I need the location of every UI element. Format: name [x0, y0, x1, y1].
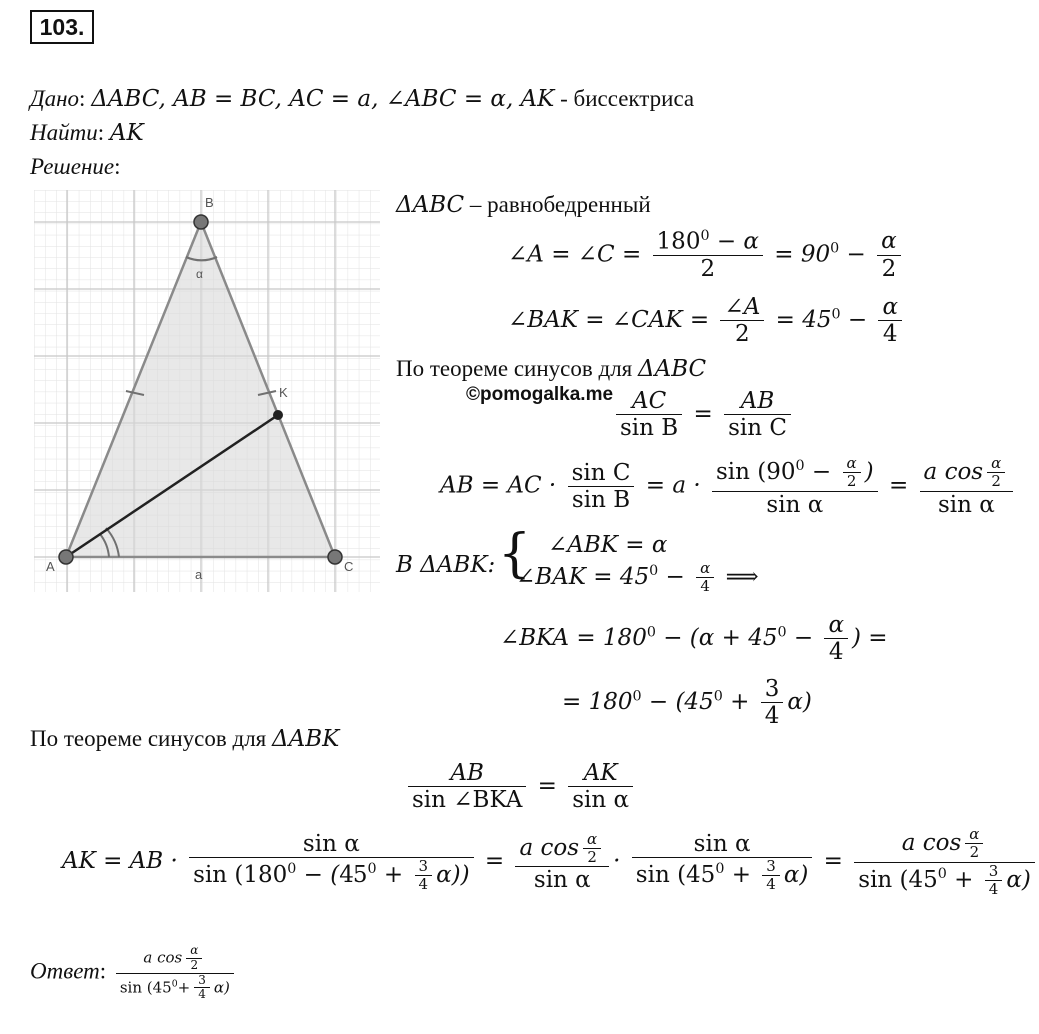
- given-line: Дано: ΔABC, AB = BC, AC = a, ∠ABC = α, AK - биссектриса: [30, 86, 695, 112]
- den2: 2: [700, 256, 716, 283]
- bka-a: α: [824, 612, 848, 639]
- sinc-den: sin C: [728, 415, 787, 442]
- ab-eq: AB = AC ·: [440, 472, 557, 499]
- in-abk-label: В ΔABK:: [396, 552, 496, 578]
- ans-3: 3: [194, 974, 210, 989]
- alpha-num-b: α: [878, 294, 902, 321]
- n180: 180: [656, 228, 701, 255]
- a-dot: = a ·: [645, 472, 701, 499]
- bak-formula: ∠BAK = ∠CAK = $\frac{\angle A}{2}$ = $45^0$ − $\frac{\alpha}{4}$: [508, 294, 906, 348]
- num-tail: − α: [709, 228, 759, 255]
- point-a: [59, 550, 73, 564]
- sine-theorem-abc: [396, 356, 706, 382]
- solution-label: Решение: [30, 154, 115, 179]
- ak-4c: 4: [988, 879, 999, 898]
- bka2-4: 4: [764, 703, 780, 730]
- abk-sina: sin α: [572, 787, 630, 814]
- sinc-n: sin C: [568, 460, 635, 487]
- two-den-b: 2: [735, 321, 750, 348]
- angle-a-lhs: ∠A = ∠C =: [508, 241, 642, 268]
- label-alpha: α: [196, 267, 203, 281]
- acos-d: 2: [991, 472, 1001, 491]
- sinb-den: sin B: [620, 415, 679, 442]
- ak-sin45b: sin (45: [858, 866, 938, 893]
- ak-acos-d: 2: [587, 847, 597, 866]
- eq90: = 90: [774, 241, 831, 268]
- bka2-lhs: = 180: [562, 688, 633, 715]
- sine-theorem-text-2: По теореме синусов для: [30, 726, 272, 751]
- ans-sin45: sin (45: [119, 977, 172, 996]
- given-label: Дано: [30, 86, 80, 111]
- acos-n: α: [987, 455, 1005, 473]
- ab-formula: AB = AC · $\frac{\text{sin C}}{\text{sin B}}$ = a · $\sin (90^0$ − $\frac{\alpha}{2}$ ) sin α = a cos $\frac{\alpha}{2}$ sin α: [440, 455, 1017, 518]
- problem-number: 103.: [30, 10, 94, 44]
- minus: −: [839, 241, 866, 268]
- tri-abc: ΔABC: [396, 192, 465, 218]
- ak-sin45: sin (45: [635, 861, 716, 888]
- ak-4a: 4: [339, 861, 354, 888]
- answer-line: Ответ: a cos $\frac{\alpha}{2}$ $\sin (45^0+$ $\frac{3}{4}$ α): [30, 944, 238, 1002]
- label-k: K: [279, 385, 288, 400]
- ans-2: 2: [190, 957, 199, 972]
- given-tail: - биссектриса: [554, 86, 695, 111]
- sine-theorem-abk: [30, 726, 339, 752]
- ak-acos2-d: 2: [969, 843, 980, 862]
- point-c: [328, 550, 342, 564]
- bak-lhs: ∠BAK = ∠CAK =: [508, 306, 710, 333]
- ak-sina: sin α: [533, 867, 591, 894]
- bka-mid: − (α + 45: [655, 624, 778, 651]
- ak-eq1: =: [484, 848, 505, 874]
- ak-acos2: a cos: [901, 829, 962, 856]
- ak-3b: 3: [762, 858, 780, 876]
- abk-angle: ∠ABK = α: [548, 532, 668, 558]
- ak-4: 4: [418, 875, 429, 894]
- eq-b: =: [888, 472, 909, 499]
- ak-n2: sin α: [632, 831, 813, 858]
- ak-acos-n: α: [583, 831, 601, 849]
- watermark: ©pomogalka.me: [466, 384, 614, 405]
- two-den: 2: [881, 255, 897, 282]
- label-b: B: [205, 195, 214, 210]
- answer-label: Ответ: [30, 958, 100, 984]
- sine-ratio-abk: [404, 760, 637, 814]
- eq-sign: =: [693, 400, 713, 427]
- bka-formula-2: = $180^0 - (45^0$ + $\frac{3}{4}$ α): [562, 676, 812, 730]
- bka2-mid: − (45: [641, 688, 714, 715]
- a-n: α: [843, 455, 861, 473]
- solution-line: Решение:: [30, 154, 121, 179]
- abk-ak: AK: [568, 760, 633, 787]
- sinb-d: sin B: [571, 486, 631, 513]
- ak-acos: a cos: [519, 834, 580, 861]
- eq45: = 45: [775, 306, 832, 333]
- find-line: Найти: AK: [30, 120, 144, 146]
- implies: ⟹: [725, 563, 759, 590]
- alpha-num: α: [877, 228, 901, 255]
- find-value: AK: [109, 120, 144, 146]
- bak-a: α: [696, 560, 714, 578]
- ak-sin180: sin (180: [193, 861, 288, 888]
- ak-lhs: AK = AB ·: [62, 848, 178, 874]
- ac-num: AC: [616, 388, 682, 415]
- bka-4: 4: [828, 639, 844, 666]
- triangle-figure: [34, 190, 380, 592]
- bak-line: ∠BAK = 45: [516, 563, 650, 590]
- sine-ratio-abc: [612, 388, 795, 442]
- acos: a cos: [923, 458, 984, 485]
- sin-alpha-d: sin α: [766, 491, 824, 518]
- bka2-close: α): [787, 688, 812, 715]
- ak-n1: sin α: [189, 831, 473, 858]
- sin-alpha-d2: sin α: [937, 491, 995, 518]
- bka2-plus: +: [722, 688, 750, 715]
- a-d: 2: [846, 472, 857, 491]
- abk-sinbka: sin ∠BKA: [412, 787, 523, 814]
- ak-4b: 4: [766, 875, 776, 894]
- isosceles-text: – равнобедренный: [464, 192, 651, 217]
- ans-acos: a cos: [143, 948, 183, 967]
- label-a: A: [46, 559, 55, 574]
- given-statement: ΔABC, AB = BC, AC = a, ∠ABC = α, AK: [91, 86, 555, 112]
- sine-theorem-text: По теореме синусов для: [396, 356, 638, 381]
- point-k: [273, 410, 283, 420]
- label-side-a: a: [195, 567, 203, 582]
- bka-lhs: ∠BKA = 180: [500, 624, 647, 651]
- sine-theorem-tri: ΔABC: [638, 356, 707, 382]
- sine-theorem-tri-2: ΔABK: [272, 726, 340, 752]
- label-c: C: [344, 559, 354, 574]
- ans-4: 4: [198, 987, 206, 1002]
- ak-3: 3: [415, 858, 433, 876]
- bka2-3: 3: [761, 676, 784, 703]
- isosceles-line: [396, 192, 651, 218]
- bak-angle: ∠BAK = $45^0$ − $\frac{\alpha}{4}$ ⟹: [516, 559, 759, 596]
- bka-close: ) =: [852, 624, 888, 651]
- ak-formula: AK = AB · sin α $\sin (180^0 - (45^0$ + $\frac{3}{4}$ α)) = a cos $\frac{\alpha}{2}$ sin α · sin α $\sin (45^0$ + $\frac{3}{4}$ α) = a cos $\frac{\alpha}{2}$ $\sin (45^0$ + $\frac{3}{4}$ α): [62, 826, 1039, 898]
- find-label: Найти: [30, 120, 98, 145]
- ak-3c: 3: [985, 863, 1003, 881]
- point-b: [194, 215, 208, 229]
- ab-num: AB: [724, 388, 791, 415]
- four-den: 4: [882, 321, 898, 348]
- in-abk: [396, 552, 495, 578]
- abk-ab: AB: [408, 760, 526, 787]
- angle-a-num: ∠A: [720, 294, 764, 321]
- ak-acos2-n: α: [965, 826, 983, 844]
- ans-a: α: [186, 944, 202, 959]
- system-brace: {: [498, 524, 532, 584]
- ak-eq2: =: [823, 848, 843, 874]
- abk-eq: =: [537, 772, 557, 799]
- sin90: sin (90: [716, 458, 796, 485]
- bak-4: 4: [700, 577, 710, 596]
- angle-a-formula: ∠A = ∠C = $\frac{180^0 - \alpha}{2}$ = $90^0$ − $\frac{\alpha}{2}$: [508, 228, 905, 283]
- minus-b: −: [840, 306, 868, 333]
- bka-formula: ∠BKA = $180^0 - (\alpha + 45^0$ − $\frac{\alpha}{4}$ ) =: [500, 612, 888, 666]
